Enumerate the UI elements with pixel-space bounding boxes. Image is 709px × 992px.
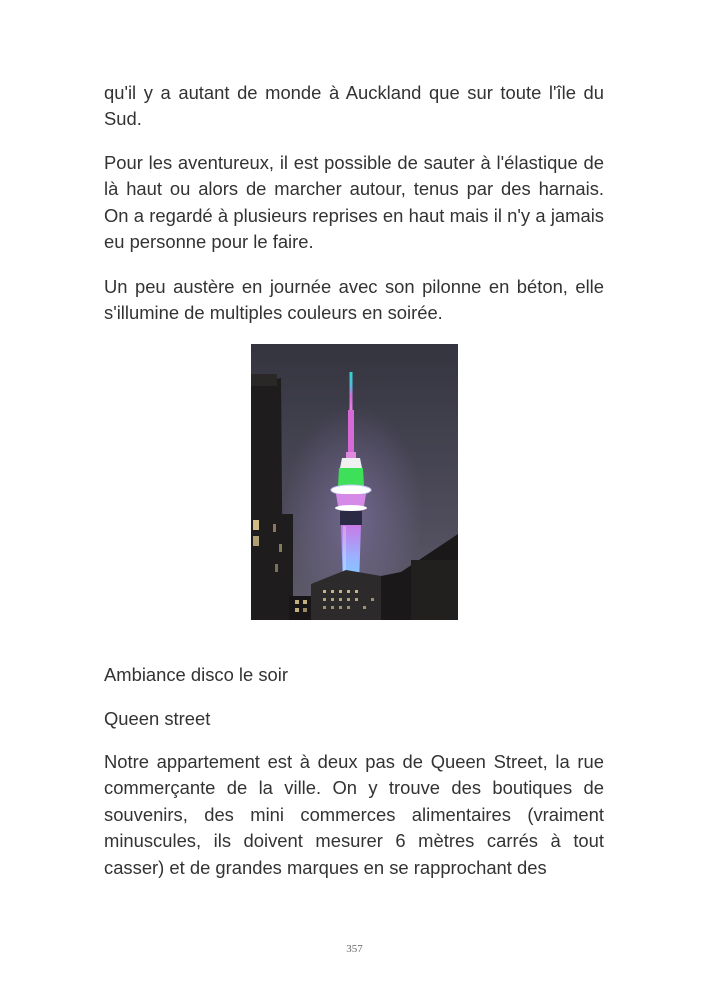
paragraph-bungee-jump: Pour les aventureux, il est possible de sauter à l'élastique de là haut ou alors de marcher autour, tenus par des harnais. On a regardé à plusieurs reprises en haut mais il n'y a jamais eu personne pour le faire. — [104, 152, 604, 253]
paragraph-tower-lights: Un peu austère en journée avec son pilonne en béton, elle s'illumine de multiples couleurs en soirée. — [104, 276, 604, 324]
photo-spire-top — [350, 372, 353, 412]
photo-pod-green — [338, 468, 364, 486]
page-number: 357 — [346, 943, 363, 955]
paragraph-queen-street: Notre appartement est à deux pas de Queen Street, la rue commerçante de la ville. On y trouve des boutiques de souvenirs, des mini commerces alimentaires (vraiment minuscules, ils doivent mesurer 6 mètres carrés à tout casser) et de grandes marques en se rapprochant des — [104, 751, 604, 878]
sky-tower-night-photo — [251, 344, 458, 620]
paragraph-auckland-population: qu'il y a autant de monde à Auckland que sur toute l'île du Sud. — [104, 82, 604, 130]
photo-pod-dark-band — [340, 511, 362, 525]
photo-spire-mid — [348, 410, 354, 456]
section-heading-queen-street: Queen street — [104, 708, 211, 729]
photo-caption: Ambiance disco le soir — [104, 664, 288, 685]
